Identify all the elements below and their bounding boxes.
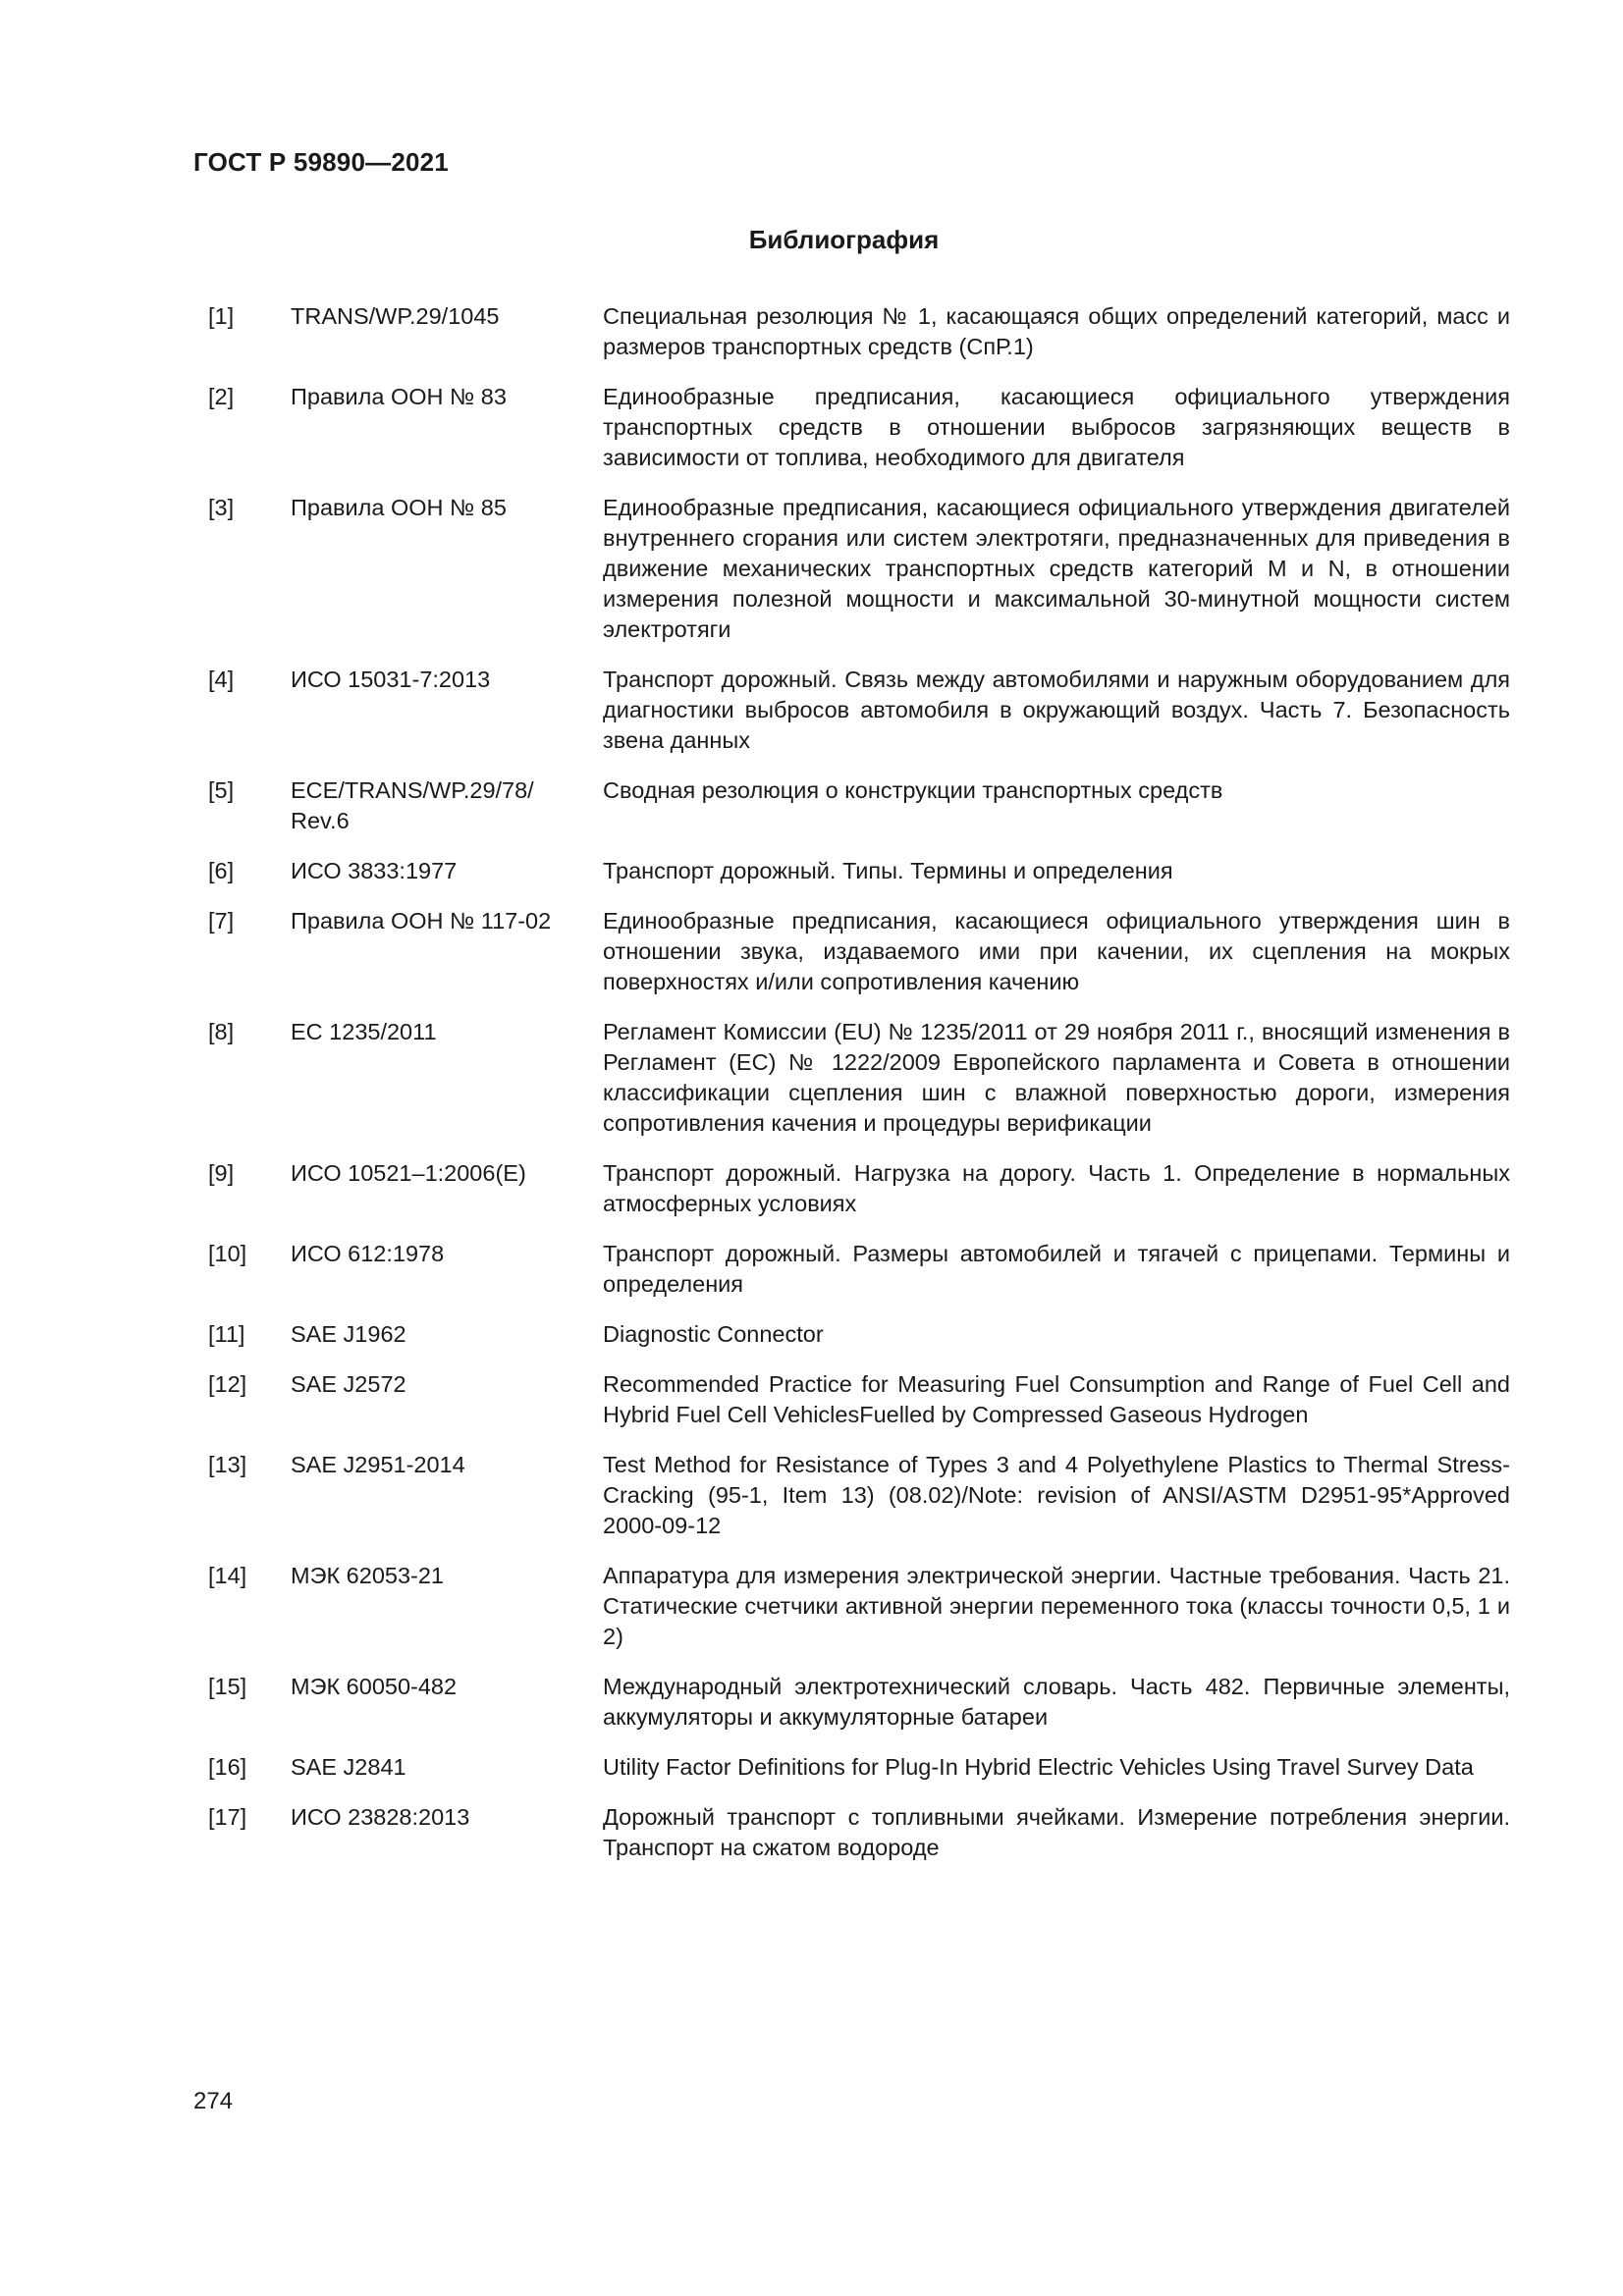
page-title: Библиография bbox=[748, 225, 940, 254]
entry-number: [10] bbox=[208, 1241, 247, 1266]
bibliography-list bbox=[208, 301, 1510, 1883]
entry-number: [5] bbox=[208, 777, 235, 803]
entry-number: [7] bbox=[208, 908, 235, 934]
entry-number: [12] bbox=[208, 1371, 247, 1397]
bibliography-entry bbox=[208, 1752, 1510, 1783]
entry-description: Дорожный транспорт с топливными ячейками. Измерение потребления энергии. Транспорт на сжатом водороде bbox=[603, 1804, 1510, 1860]
entry-number: [4] bbox=[208, 667, 235, 692]
bibliography-entry bbox=[208, 301, 1510, 362]
entry-description: Test Method for Resistance of Types 3 and 4 Polyethylene Plastics to Thermal Stress-Cracking (95-1, Item 13) (08.02)/Note: revision of ANSI/ASTM D2951-95*Approved 2000-09-12 bbox=[603, 1452, 1510, 1538]
bibliography-entry bbox=[208, 906, 1510, 997]
entry-description: Единообразные предписания, касающиеся официального утверждения транспортных средств в отношении выбросов загрязняющих веществ в зависимости от топлива, необходимого для двигателя bbox=[603, 384, 1510, 470]
entry-number: [17] bbox=[208, 1804, 247, 1830]
entry-code: МЭК 60050-482 bbox=[291, 1674, 458, 1699]
bibliography-entry bbox=[208, 1450, 1510, 1541]
entry-code: ИСО 10521–1:2006(E) bbox=[291, 1160, 526, 1186]
bibliography-entry bbox=[208, 775, 1510, 836]
bibliography-entry bbox=[208, 1561, 1510, 1652]
bibliography-entry bbox=[208, 493, 1510, 645]
entry-number: [8] bbox=[208, 1019, 235, 1044]
entry-number: [16] bbox=[208, 1754, 247, 1780]
bibliography-entry bbox=[208, 1239, 1510, 1300]
bibliography-entry bbox=[208, 1672, 1510, 1733]
entry-description: Recommended Practice for Measuring Fuel Consumption and Range of Fuel Cell and Hybrid Fuel Cell VehiclesFuelled by Compressed Gaseous Hydrogen bbox=[603, 1371, 1510, 1427]
document-header: ГОСТ Р 59890—2021 bbox=[193, 147, 449, 177]
bibliography-entry bbox=[208, 856, 1510, 886]
entry-code: МЭК 62053-21 bbox=[291, 1563, 444, 1588]
entry-description: Diagnostic Connector bbox=[603, 1321, 824, 1347]
bibliography-entry bbox=[208, 1319, 1510, 1350]
entry-description: Единообразные предписания, касающиеся официального утверждения двигателей внутреннего сгорания или систем электротяги, предназначенных для приведения в движение механических транспортных средств категорий M и N, в отношении измерения полезной мощности и максимальной 30-минутной мощности систем электротяги bbox=[603, 495, 1510, 642]
entry-code: Правила ООН № 85 bbox=[291, 495, 507, 520]
entry-number: [13] bbox=[208, 1452, 247, 1477]
entry-description: Международный электротехнический словарь. Часть 482. Первичные элементы, аккумуляторы и аккумуляторные батареи bbox=[603, 1674, 1510, 1730]
entry-code: ECE/TRANS/WP.29/78/ Rev.6 bbox=[291, 777, 534, 833]
entry-code: ИСО 23828:2013 bbox=[291, 1804, 470, 1830]
entry-code: ИСО 3833:1977 bbox=[291, 858, 458, 883]
entry-code: Правила ООН № 83 bbox=[291, 384, 507, 409]
entry-description: Специальная резолюция № 1, касающаяся общих определений категорий, масс и размеров транспортных средств (СпР.1) bbox=[603, 303, 1510, 359]
entry-number: [3] bbox=[208, 495, 235, 520]
entry-number: [11] bbox=[208, 1321, 245, 1347]
entry-code: SAE J2841 bbox=[291, 1754, 406, 1780]
entry-number: [15] bbox=[208, 1674, 247, 1699]
entry-code: ИСО 612:1978 bbox=[291, 1241, 445, 1266]
bibliography-entry bbox=[208, 1802, 1510, 1863]
entry-code: ИСО 15031-7:2013 bbox=[291, 667, 491, 692]
entry-description: Единообразные предписания, касающиеся официального утверждения шин в отношении звука, издаваемого ими при качении, их сцепления на мокрых поверхностях и/или сопротивления качению bbox=[603, 908, 1510, 994]
entry-number: [14] bbox=[208, 1563, 247, 1588]
bibliography-entry bbox=[208, 665, 1510, 756]
entry-description: Транспорт дорожный. Связь между автомобилями и наружным оборудованием для диагностики выбросов автомобиля в окружающий воздух. Часть 7. Безопасность звена данных bbox=[603, 667, 1510, 753]
entry-description: Utility Factor Definitions for Plug-In Hybrid Electric Vehicles Using Travel Survey Data bbox=[603, 1754, 1474, 1780]
bibliography-entry bbox=[208, 382, 1510, 473]
entry-description: Транспорт дорожный. Типы. Термины и определения bbox=[603, 858, 1173, 883]
entry-code: SAE J1962 bbox=[291, 1321, 406, 1347]
entry-number: [1] bbox=[208, 303, 235, 329]
entry-code: TRANS/WP.29/1045 bbox=[291, 303, 500, 329]
entry-number: [2] bbox=[208, 384, 235, 409]
entry-code: SAE J2572 bbox=[291, 1371, 406, 1397]
entry-code: SAE J2951-2014 bbox=[291, 1452, 465, 1477]
entry-description: Регламент Комиссии (EU) № 1235/2011 от 29 ноября 2011 г., вносящий изменения в Регламент (ЕС) № 1222/2009 Европейского парламента и Совета в отношении классификации сцепления шин с влажной поверхностью дороги, измерения сопротивления качения и процедуры верификации bbox=[603, 1019, 1510, 1136]
entry-description: Транспорт дорожный. Размеры автомобилей и тягачей с прицепами. Термины и определения bbox=[603, 1241, 1510, 1297]
entry-code: ЕС 1235/2011 bbox=[291, 1019, 437, 1044]
entry-code: Правила ООН № 117-02 bbox=[291, 908, 552, 934]
page-number: 274 bbox=[193, 2088, 234, 2114]
entry-description: Сводная резолюция о конструкции транспортных средств bbox=[603, 777, 1223, 803]
entry-number: [9] bbox=[208, 1160, 235, 1186]
entry-description: Аппаратура для измерения электрической энергии. Частные требования. Часть 21. Статические счетчики активной энергии переменного тока (классы точности 0,5, 1 и 2) bbox=[603, 1563, 1510, 1649]
bibliography-entry bbox=[208, 1017, 1510, 1139]
bibliography-entry bbox=[208, 1158, 1510, 1219]
entry-description: Транспорт дорожный. Нагрузка на дорогу. Часть 1. Определение в нормальных атмосферных условиях bbox=[603, 1160, 1510, 1216]
bibliography-entry bbox=[208, 1369, 1510, 1430]
entry-number: [6] bbox=[208, 858, 235, 883]
